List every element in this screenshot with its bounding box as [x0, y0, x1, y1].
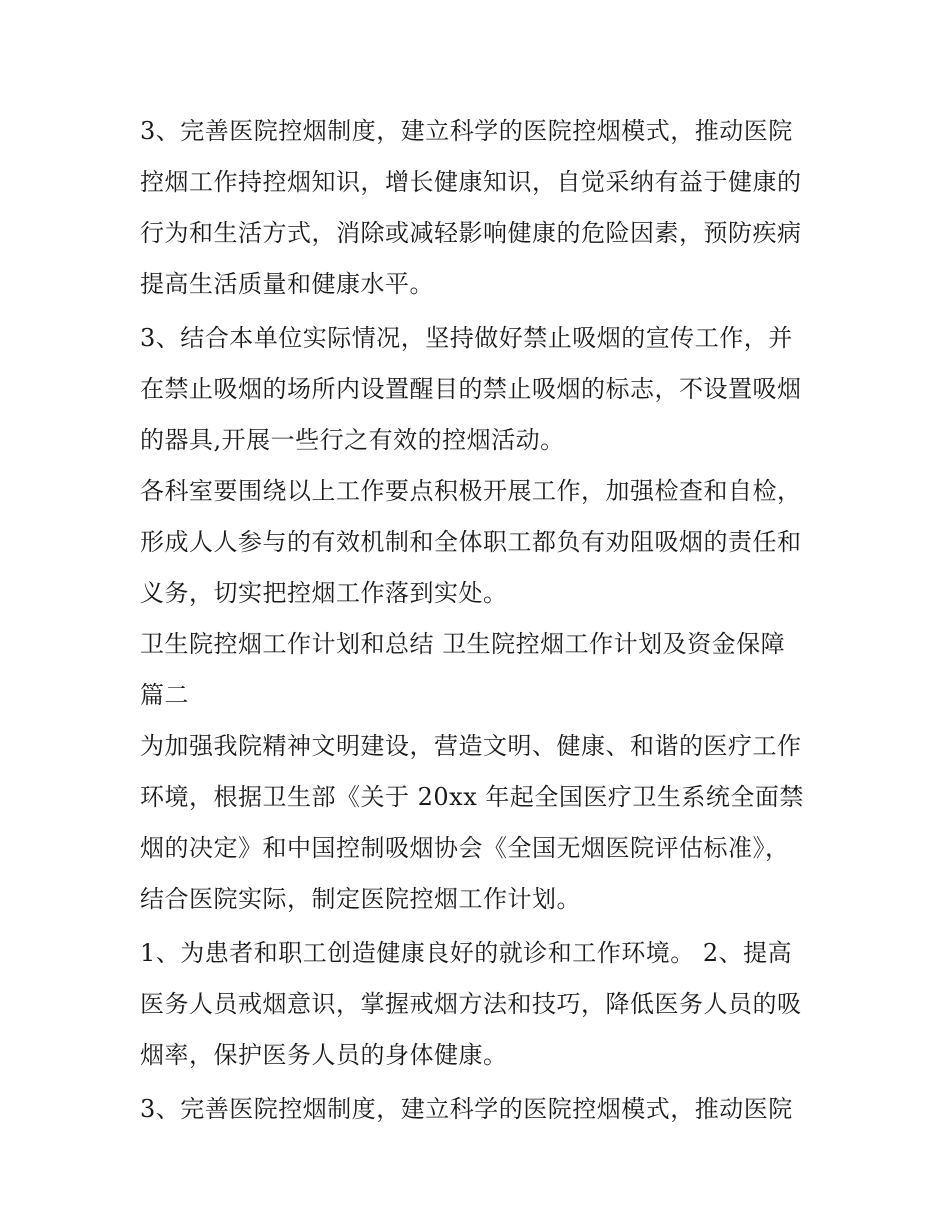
paragraph-control-system [140, 106, 820, 310]
paragraph-control-system-repeat [140, 1084, 820, 1135]
text-line: 的器具,开展一些行之有效的控烟活动。 [140, 426, 565, 454]
text-line: 控烟工作持控烟知识，增长健康知识，自觉采纳有益于健康的 [140, 168, 802, 196]
heading-line: 卫生院控烟工作计划和总结 卫生院控烟工作计划及资金保障 [140, 630, 786, 658]
heading-line: 篇二 [140, 681, 189, 709]
text-line: 3、完善医院控烟制度，建立科学的医院控烟模式，推动医院 [140, 1095, 793, 1123]
paragraph-goals [140, 928, 820, 1081]
paragraph-introduction [140, 721, 820, 925]
paragraph-no-smoking-signs [140, 313, 820, 466]
text-line: 3、完善医院控烟制度，建立科学的医院控烟模式，推动医院 [140, 117, 793, 145]
text-line: 3、结合本单位实际情况，坚持做好禁止吸烟的宣传工作，并 [140, 324, 793, 352]
text-line: 环境，根据卫生部《关于 20xx 年起全国医疗卫生系统全面禁 [140, 783, 804, 811]
document-body [140, 106, 820, 1135]
text-line: 结合医院实际，制定医院控烟工作计划。 [140, 885, 581, 913]
text-line: 医务人员戒烟意识，掌握戒烟方法和技巧，降低医务人员的吸 [140, 990, 802, 1018]
text-line: 在禁止吸烟的场所内设置醒目的禁止吸烟的标志，不设置吸烟 [140, 375, 802, 403]
section-heading [140, 619, 820, 721]
text-line: 烟的决定》和中国控制吸烟协会《全国无烟医院评估标准》， [140, 834, 790, 862]
text-line: 形成人人参与的有效机制和全体职工都负有劝阻吸烟的责任和 [140, 528, 802, 556]
text-line: 烟率，保护医务人员的身体健康。 [140, 1041, 508, 1069]
text-line: 各科室要围绕以上工作要点积极开展工作，加强检查和自检， [140, 477, 802, 505]
text-line: 义务，切实把控烟工作落到实处。 [140, 579, 508, 607]
text-line: 行为和生活方式，消除或减轻影响健康的危险因素，预防疾病 [140, 219, 802, 247]
text-line: 为加强我院精神文明建设，营造文明、健康、和谐的医疗工作 [140, 732, 802, 760]
text-line: 1、为患者和职工创造健康良好的就诊和工作环境。 2、提高 [140, 939, 793, 967]
text-line: 提高生活质量和健康水平。 [140, 270, 434, 298]
paragraph-departments [140, 466, 820, 619]
